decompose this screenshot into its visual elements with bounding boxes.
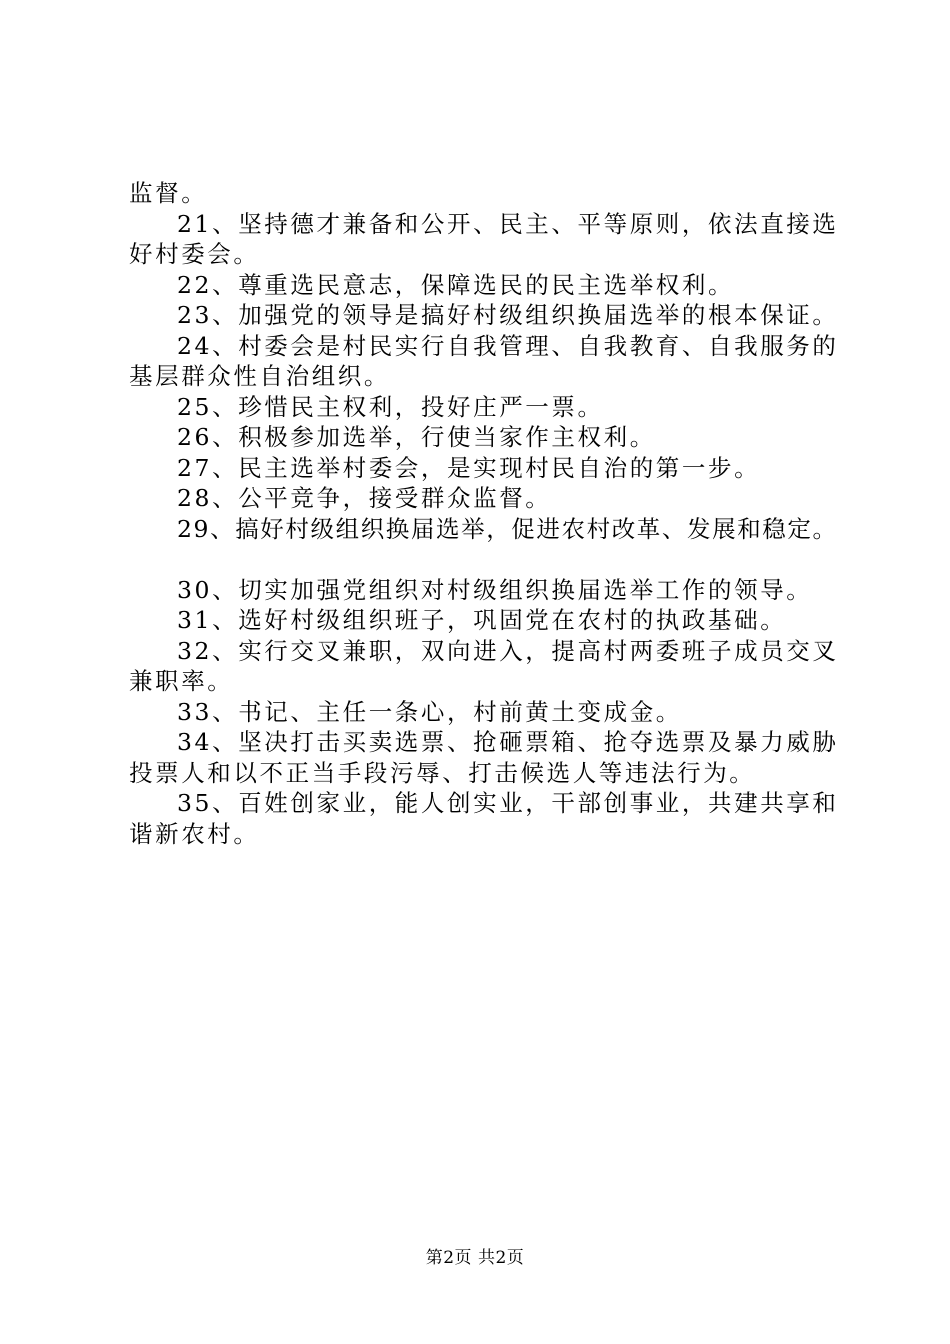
text-line: 兼职率。: [129, 667, 234, 695]
text-line: 30、切实加强党组织对村级组织换届选举工作的领导。: [177, 576, 813, 604]
text-line: 33、书记、主任一条心，村前黄土变成金。: [177, 698, 682, 726]
text-line: 监督。: [129, 179, 208, 207]
text-line: 35、百姓创家业，能人创实业，干部创事业，共建共享和: [177, 789, 839, 817]
text-line: 27、民主选举村委会，是实现村民自治的第一步。: [177, 454, 761, 482]
text-line: 基层群众性自治组织。: [129, 362, 390, 390]
text-line: 25、珍惜民主权利，投好庄严一票。: [177, 393, 604, 421]
text-line: 21、坚持德才兼备和公开、民主、平等原则，依法直接选: [177, 210, 839, 238]
text-line: 22、尊重选民意志，保障选民的民主选举权利。: [177, 271, 735, 299]
text-line: 31、选好村级组织班子，巩固党在农村的执政基础。: [177, 606, 787, 634]
text-line: 26、积极参加选举，行使当家作主权利。: [177, 423, 656, 451]
page-footer: 第2页 共2页: [425, 1248, 525, 1268]
text-line: 23、加强党的领导是搞好村级组织换届选举的根本保证。: [177, 301, 839, 329]
text-line: 28、公平竞争，接受群众监督。: [177, 484, 552, 512]
text-line: 34、坚决打击买卖选票、抢砸票箱、抢夺选票及暴力威胁: [177, 728, 839, 756]
text-line: 投票人和以不正当手段污辱、打击候选人等违法行为。: [129, 759, 756, 787]
text-line: 好村委会。: [129, 240, 260, 268]
text-line: 29、搞好村级组织换届选举，促进农村改革、发展和稳定。: [177, 515, 838, 543]
text-line: 谐新农村。: [129, 820, 260, 848]
text-line: 32、实行交叉兼职，双向进入，提高村两委班子成员交叉: [177, 637, 839, 665]
text-line: 24、村委会是村民实行自我管理、自我教育、自我服务的: [177, 332, 839, 360]
